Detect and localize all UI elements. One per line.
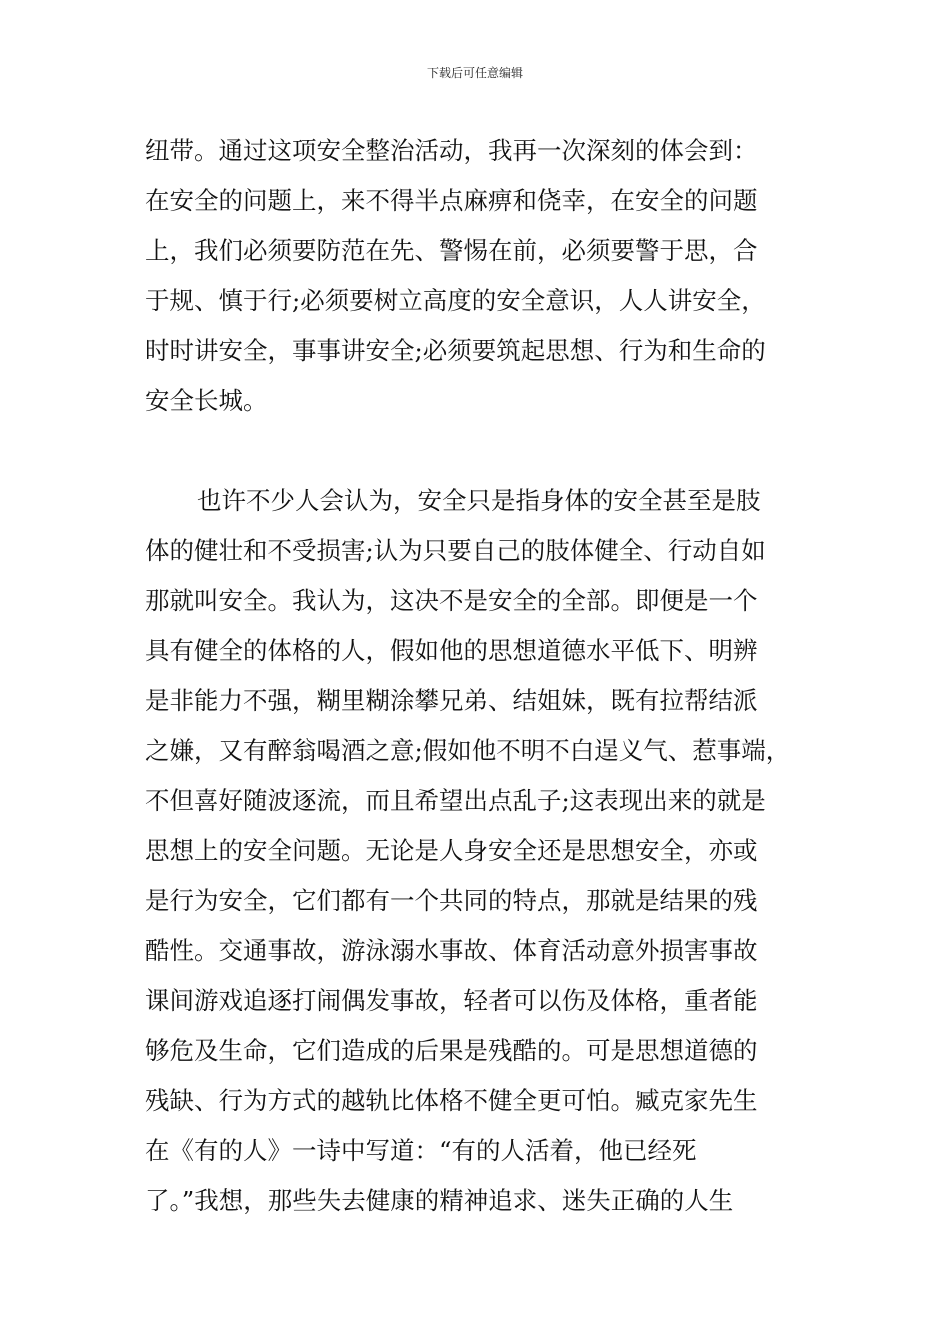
text-line: 够危及生命，它们造成的后果是残酷的。可是思想道德的: [145, 1036, 758, 1065]
header-text: 下载后可任意编辑: [426, 66, 523, 80]
paragraph-spacer: [145, 426, 810, 476]
text-line: 纽带。通过这项安全整治活动，我再一次深刻的体会到：: [145, 136, 758, 165]
text-line: 上，我们必须要防范在先、警惕在前，必须要警于思，合: [145, 236, 758, 265]
text-line: 思想上的安全问题。无论是人身安全还是思想安全，亦或: [145, 836, 758, 865]
text-line: 课间游戏追逐打闹偶发事故，轻者可以伤及体格，重者能: [145, 986, 758, 1015]
paragraph-1: [145, 126, 810, 426]
text-line: 安全长城。: [145, 386, 268, 415]
text-line: 时时讲安全，事事讲安全;必须要筑起思想、行为和生命的: [145, 336, 766, 365]
text-line: 了。”我想，那些失去健康的精神追求、迷失正确的人生: [145, 1186, 734, 1215]
text-line: 也许不少人会认为，安全只是指身体的安全甚至是肢: [197, 486, 761, 515]
paragraph-2: [145, 476, 810, 1226]
document-body: [145, 126, 810, 1226]
text-line: 之嫌，又有醉翁喝酒之意;假如他不明不白逞义气、惹事端，: [145, 736, 791, 765]
text-line: 酷性。交通事故，游泳溺水事故、体育活动意外损害事故: [145, 936, 758, 965]
text-line: 残缺、行为方式的越轨比体格不健全更可怕。臧克家先生: [145, 1086, 758, 1115]
text-line: 在《有的人》一诗中写道：“有的人活着，他已经死: [145, 1136, 697, 1165]
text-line: 具有健全的体格的人，假如他的思想道德水平低下、明辨: [145, 636, 758, 665]
text-line: 那就叫安全。我认为，这决不是安全的全部。即便是一个: [145, 586, 758, 615]
text-line: 是行为安全，它们都有一个共同的特点，那就是结果的残: [145, 886, 758, 915]
text-line: 体的健壮和不受损害;认为只要自己的肢体健全、行动自如: [145, 536, 766, 565]
text-line: 不但喜好随波逐流，而且希望出点乱子;这表现出来的就是: [145, 786, 766, 815]
text-line: 是非能力不强，糊里糊涂攀兄弟、结姐妹，既有拉帮结派: [145, 686, 758, 715]
page-header: [0, 64, 950, 82]
text-line: 在安全的问题上，来不得半点麻痹和侥幸，在安全的问题: [145, 186, 758, 215]
text-line: 于规、慎于行;必须要树立高度的安全意识，人人讲安全，: [145, 286, 766, 315]
